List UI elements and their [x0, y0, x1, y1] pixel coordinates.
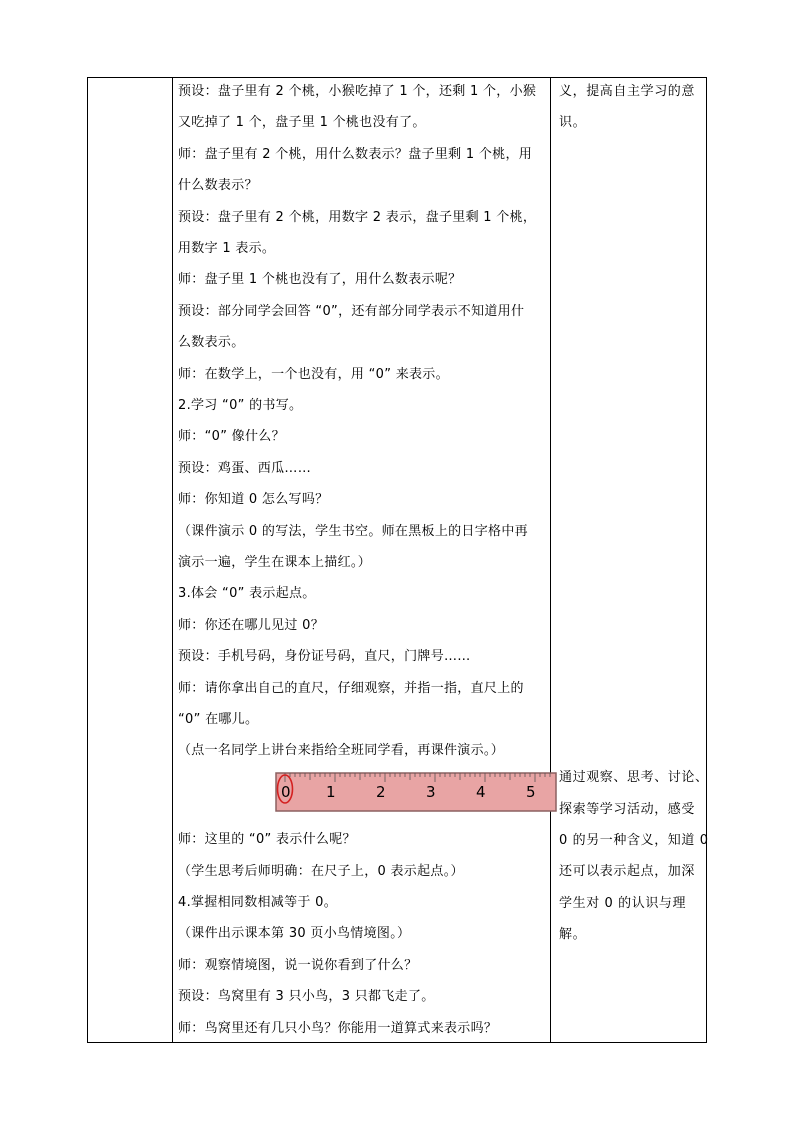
text-line: 师：观察情境图，说一说你看到了什么？	[178, 958, 418, 973]
text-line: 又吃掉了 1 个，盘子里 1 个桃也没有了。	[178, 115, 426, 130]
ruler-label-0: 0	[281, 783, 291, 801]
ruler-label-1: 1	[326, 783, 336, 801]
text-line: （课件演示 0 的写法，学生书空。师在黑板上的日字格中再	[178, 524, 528, 539]
column-divider-right	[550, 78, 551, 1042]
note-line: 还可以表示起点，加深	[559, 864, 696, 879]
ruler-label-2: 2	[376, 783, 386, 801]
text-line: （学生思考后师明确：在尺子上，0 表示起点。）	[178, 864, 464, 879]
text-line: 什么数表示？	[178, 178, 258, 193]
text-line: 预设：盘子里有 2 个桃，用数字 2 表示，盘子里剩 1 个桃，	[178, 210, 537, 225]
text-line: 师：这里的 “0” 表示什么呢？	[178, 832, 356, 847]
text-line: 师：盘子里 1 个桃也没有了，用什么数表示呢？	[178, 272, 462, 287]
text-line: 预设：鸟窝里有 3 只小鸟，3 只都飞走了。	[178, 989, 435, 1004]
text-line: 么数表示。	[178, 335, 245, 350]
ruler-image	[275, 772, 557, 812]
text-line: 2.学习 “0” 的书写。	[178, 398, 303, 413]
note-line: 学生对 0 的认识与理	[559, 896, 687, 911]
note-line: 通过观察、思考、讨论、	[559, 770, 709, 785]
text-line: 预设：部分同学会回答 “0”，还有部分同学表示不知道用什	[178, 304, 525, 319]
text-line: 师：鸟窝里还有几只小鸟？你能用一道算式来表示吗？	[178, 1021, 498, 1036]
ruler-label-3: 3	[426, 783, 436, 801]
text-line: 预设：手机号码，身份证号码，直尺，门牌号……	[178, 649, 471, 664]
text-line: （课件出示课本第 30 页小鸟情境图。）	[178, 926, 411, 941]
lesson-table	[87, 77, 707, 1043]
text-line: 师：你知道 0 怎么写吗？	[178, 492, 329, 507]
text-line: 师：“0” 像什么？	[178, 429, 285, 444]
text-line: 师：你还在哪儿见过 0？	[178, 618, 325, 633]
note-line: 0 的另一种含义，知道 0	[559, 833, 709, 848]
ruler-label-4: 4	[476, 783, 486, 801]
text-line: 预设：鸡蛋、西瓜……	[178, 461, 311, 476]
text-line: （点一名同学上讲台来指给全班同学看，再课件演示。）	[178, 743, 505, 758]
column-divider-left	[172, 78, 173, 1042]
note-line: 解。	[559, 927, 587, 942]
text-line: 用数字 1 表示。	[178, 241, 276, 256]
text-line: “0” 在哪儿。	[178, 712, 259, 727]
text-line: 演示一遍，学生在课本上描红。）	[178, 555, 372, 570]
text-line: 4.掌握相同数相减等于 0。	[178, 895, 338, 910]
note-line: 识。	[559, 115, 587, 130]
text-line: 3.体会 “0” 表示起点。	[178, 586, 316, 601]
text-line: 师：在数学上，一个也没有，用 “0” 来表示。	[178, 367, 449, 382]
note-line: 探索等学习活动，感受	[559, 802, 696, 817]
text-line: 预设：盘子里有 2 个桃，小猴吃掉了 1 个，还剩 1 个，小猴	[178, 84, 537, 99]
ruler-label-5: 5	[526, 783, 536, 801]
ruler-body	[276, 773, 556, 811]
text-line: 师：请你拿出自己的直尺，仔细观察，并指一指，直尺上的	[178, 681, 524, 696]
note-line: 义，提高自主学习的意	[559, 84, 696, 99]
text-line: 师：盘子里有 2 个桃，用什么数表示？盘子里剩 1 个桃，用	[178, 147, 533, 162]
